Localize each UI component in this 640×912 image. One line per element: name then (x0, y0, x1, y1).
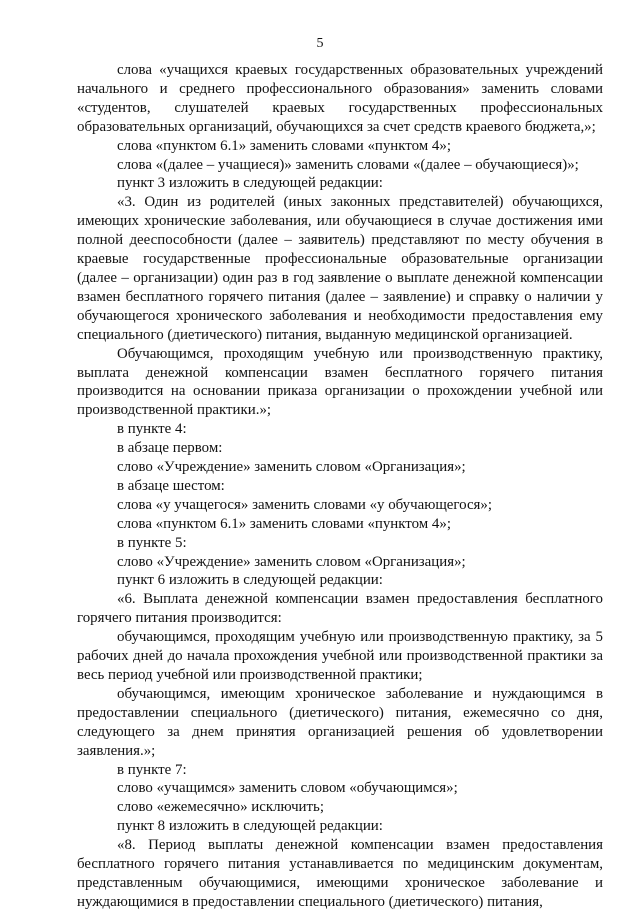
paragraph: в пункте 7: (117, 761, 187, 778)
document-body (77, 61, 603, 912)
paragraph: слова «пунктом 6.1» заменить словами «пунктом 4»; (117, 515, 451, 532)
paragraph: в пункте 5: (117, 534, 187, 551)
paragraph: в абзаце первом: (117, 440, 223, 457)
paragraph: «6. Выплата денежной компенсации взамен предоставления бесплатного горячего питания производится: (77, 591, 603, 627)
paragraph: слова «у учащегося» заменить словами «у обучающегося»; (117, 496, 492, 513)
paragraph: «8. Период выплаты денежной компенсации взамен предоставления бесплатного горячего питания устанавливается по медицинским документам, представленным обучающимися, имеющими хроническое заболевание и нуждающимися в предоставлении специального (диетического) питания, (77, 837, 603, 910)
paragraph: пункт 6 изложить в следующей редакции: (117, 572, 383, 589)
paragraph: слово «Учреждение» заменить словом «Организация»; (117, 459, 466, 476)
paragraph: слова «(далее – учащиеся)» заменить словами «(далее – обучающиеся)»; (117, 156, 579, 173)
paragraph: пункт 8 изложить в следующей редакции: (117, 818, 383, 835)
paragraph: пункт 3 изложить в следующей редакции: (117, 175, 383, 192)
paragraph: «3. Один из родителей (иных законных представителей) обучающихся, имеющих хронические заболевания, или обучающиеся в случае достижения ими полной дееспособности (далее – заявитель) представляют по месту обучения в краевые государственные профессиональные образовательные организации (далее – организации) один раз в год заявление о выплате денежной компенсации взамен бесплатного горячего питания (далее – заявление) и справку о наличии у обучающегося хронического заболевания и необходимости предоставления ему специального (диетического) питания, выданную медицинской организацией. (77, 194, 603, 343)
paragraph: Обучающимся, проходящим учебную или производственную практику, выплата денежной компенсации взамен бесплатного горячего питания производится на основании приказа организации о прохождении учебной или производственной практики.»; (77, 345, 603, 419)
paragraph: обучающимся, проходящим учебную или производственную практику, за 5 рабочих дней до начала прохождения учебной или производственной практики за весь период учебной или производственной практики; (77, 629, 603, 683)
paragraph: слово «Учреждение» заменить словом «Организация»; (117, 553, 466, 570)
paragraph: в пункте 4: (117, 421, 187, 438)
paragraph: в абзаце шестом: (117, 477, 225, 494)
paragraph: слово «ежемесячно» исключить; (117, 799, 324, 816)
paragraph: слова «учащихся краевых государственных образовательных учреждений начального и среднего профессионального образования» заменить словами «студентов, слушателей краевых государственных профессиональных образовательных организаций, обучающихся за счет средств краевого бюджета,»; (77, 62, 603, 135)
paragraph: слова «пунктом 6.1» заменить словами «пунктом 4»; (117, 137, 451, 154)
paragraph: обучающимся, имеющим хроническое заболевание и нуждающимся в предоставлении специального (диетического) питания, ежемесячно со дня, следующего за днем принятия организацией решения об удовлетворении заявления.»; (77, 685, 603, 759)
page-number: 5 (316, 36, 324, 51)
paragraph: слово «учащимся» заменить словом «обучающимся»; (117, 780, 458, 797)
